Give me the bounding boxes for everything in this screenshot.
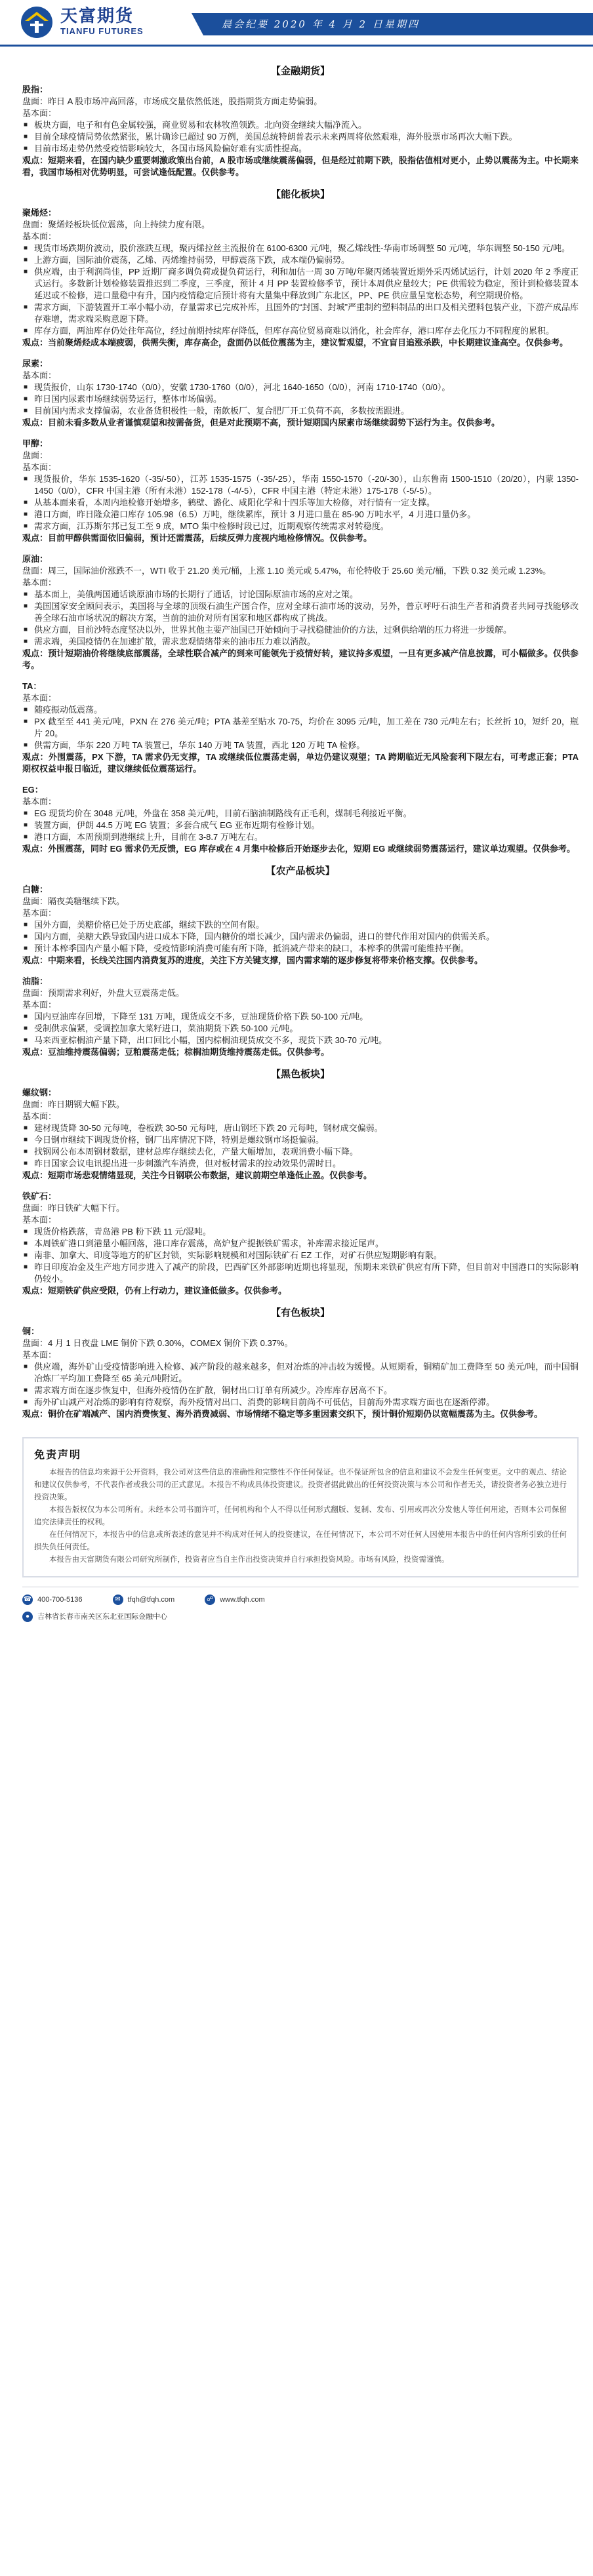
fundamentals-list bbox=[22, 1122, 579, 1170]
fundamentals-list bbox=[22, 473, 579, 532]
footer-email[interactable] bbox=[113, 1594, 175, 1606]
fundamentals-item: ■ 基本面上，美俄两国通话谈原油市场的长期行了通话，讨论国际原油市场的应对之策。 bbox=[22, 589, 579, 601]
fundamentals-item: ■ 目前全球疫情局势依然紧张，累计确诊已超过 90 万例，美国总统特朗普表示未来两周将依然艰难，海外股票市场再次大幅下跌。 bbox=[22, 131, 579, 143]
commodity-name: 铜： bbox=[22, 1326, 40, 1336]
fundamentals-item: ■ 现货市场跌期价波动，股价涨跌互现，聚丙烯拉丝主流报价在 6100-6300 元/吨，聚乙烯线性-华南市场调整 50 元/吨，华东调整 50-150 元/吨。 bbox=[22, 243, 579, 254]
fundamentals-list bbox=[22, 704, 579, 751]
outlook-label: 观点： bbox=[22, 418, 49, 427]
fundamentals-item: ■ 供需方面，华东 220 万吨 TA 装置已，华东 140 万吨 TA 装置，西北 120 万吨 TA 检修。 bbox=[22, 740, 579, 751]
footer-address-text: 吉林省长春市南关区东北亚国际金融中心 bbox=[37, 1613, 167, 1621]
market-label: 盘面： bbox=[22, 450, 49, 460]
fundamentals-item: ■ 目前市场走势仍然受疫情影响较大，各国市场风险偏好难有实质性提高。 bbox=[22, 143, 579, 155]
outlook-label: 观点： bbox=[22, 844, 49, 854]
fundamentals-item: ■ 装置方面，伊朗 44.5 万吨 EG 装置；多套合成气 EG 亚布近期有检修计划。 bbox=[22, 820, 579, 831]
market-label: 盘面： bbox=[22, 566, 49, 576]
commodity-block bbox=[22, 358, 579, 429]
fundamentals-label: 基本面： bbox=[22, 908, 57, 918]
outlook-text: 中期来看，长线关注国内消费复苏的进度，关注下方关键支撑，国内需求端的逐步修复将带来价格支撑。仅供参考。 bbox=[48, 955, 483, 965]
market-label: 盘面： bbox=[22, 96, 49, 106]
outlook-text: 短期来看，在国内缺少重要刺激政策出台前，A 股市场或继续震荡偏弱，但是经过前期下跌，股指估值相对更小，止势以震荡为主。中长期来看，我国市场相对优势明显，可尝试逢低配置。仅供参考。 bbox=[22, 155, 579, 177]
outlook-label: 观点： bbox=[22, 1047, 49, 1057]
fundamentals-item: ■ 现货价格跌落，青岛港 PB 粉下跌 11 元/湿吨。 bbox=[22, 1226, 579, 1238]
outlook-summary bbox=[22, 955, 579, 966]
fundamentals-label: 基本面： bbox=[22, 108, 57, 118]
commodity-block bbox=[22, 784, 579, 855]
disclaimer-paragraph: 本报告由天富期货有限公司研究所制作，投资者应当自主作出投资决策并自行承担投资风险。市场有风险，投资需谨慎。 bbox=[49, 1555, 449, 1564]
fundamentals-item: ■ 上游方面，国际油价震荡，乙烯、丙烯维持弱势，甲醇震荡下跌，成本端仍偏弱势。 bbox=[22, 254, 579, 266]
footer-address-row bbox=[22, 1611, 579, 1623]
fundamentals-item: ■ 库存方面，两油库存仍处往年高位，经过前期持续库存降低，但库存高位贸易商难以消化，社会库存，港口库存去化压力不同程度的累积。 bbox=[22, 325, 579, 337]
fundamentals-item: ■ 国外方面，美糖价格已处于历史底部，继续下跌的空间有限。 bbox=[22, 919, 579, 931]
footer-phone bbox=[22, 1594, 83, 1606]
commodity-name: TA： bbox=[22, 681, 42, 691]
fundamentals-label: 基本面： bbox=[22, 797, 57, 806]
logo-wordmark bbox=[60, 7, 144, 37]
outlook-text: 豆油维持震荡偏弱；豆粕震荡走低；棕榈油期货维持震荡走低。仅供参考。 bbox=[48, 1047, 330, 1057]
footer-phone-text: 400-700-5136 bbox=[37, 1596, 83, 1604]
fundamentals-label: 基本面： bbox=[22, 578, 57, 587]
fundamentals-item: ■ 现货报价，山东 1730-1740（0/0），安徽 1730-1760（0/0），河北 1640-1650（0/0），河南 1710-1740（0/0）。 bbox=[22, 382, 579, 393]
globe-icon: ☍ bbox=[205, 1595, 215, 1605]
fundamentals-list bbox=[22, 1011, 579, 1046]
fundamentals-list bbox=[22, 243, 579, 337]
outlook-summary bbox=[22, 1046, 579, 1058]
market-summary bbox=[22, 565, 579, 577]
fundamentals-item: ■ 受制供求偏紧，受调控加拿大菜籽进口，菜油期货下跌 50-100 元/吨。 bbox=[22, 1023, 579, 1035]
market-label: 盘面： bbox=[22, 988, 49, 998]
outlook-text: 目前甲醇供需面依旧偏弱，预计还需震荡，后续反弹力度视内地检修情况。仅供参考。 bbox=[48, 533, 373, 543]
market-summary bbox=[22, 96, 579, 108]
footer-website-text[interactable]: www.tfqh.com bbox=[220, 1596, 265, 1604]
commodity-name: 铁矿石： bbox=[22, 1191, 57, 1201]
outlook-text: 短期市场悲观情绪显现，关注今日钢联公布数据，建议前期空单逢低止盈。仅供参考。 bbox=[48, 1170, 373, 1180]
commodity-name: 甲醇： bbox=[22, 439, 49, 448]
outlook-text: 外围震荡，同时 EG 需求仍无反馈，EG 库存或在 4 月集中检修后开始逐步去化，短期 EG 或继续弱势震荡运行，建议单边观望。仅供参考。 bbox=[48, 844, 575, 854]
commodity-block bbox=[22, 1191, 579, 1297]
outlook-text: 铜价在矿端减产、国内消费恢复、海外消费减弱、市场情绪不稳定等多重因素交织下，预计铜价短期仍以宽幅震荡为主。仅供参考。 bbox=[48, 1409, 543, 1419]
report-date-banner: 晨会纪要 2020 年 4 月 2 日星期四 bbox=[203, 13, 593, 35]
market-label: 盘面： bbox=[22, 1203, 49, 1213]
fundamentals-item: ■ 供应方面，目前沙特态度坚决以外，世界其他主要产油国已开始倾向于寻找稳健油价的方法，过剩供给端的压力将进一步缓解。 bbox=[22, 624, 579, 636]
fundamentals-item: ■ 需求方面，下游装置开工率小幅小动，存量需求已完成补库，且国外的“封国、封城”严重制约塑料制品的出口及相关塑料包装产业，下游产成品库存难增，需求端采购意愿下降。 bbox=[22, 302, 579, 325]
report-header bbox=[0, 0, 593, 60]
outlook-label: 观点： bbox=[22, 1409, 49, 1419]
fundamentals-list bbox=[22, 1226, 579, 1285]
section-title: 【有色板块】 bbox=[270, 1307, 330, 1318]
disclaimer-paragraph: 在任何情况下，本报告中的信息或所表述的意见并不构成对任何人的投资建议，在任何情况下，本公司不对任何人因使用本报告中的任何内容所引致的任何损失负任何责任。 bbox=[34, 1530, 567, 1551]
fundamentals-item: ■ 今日钢市继续下调现货价格，钢厂出库情况下降，特别是螺纹钢市场挺偏弱。 bbox=[22, 1134, 579, 1146]
outlook-text: 目前未看多数从业者谨慎观望和按需备货，但是对此预期不高，预计短期国内尿素市场继续弱势下运行为主。仅供参考。 bbox=[48, 418, 501, 427]
outlook-summary bbox=[22, 417, 579, 429]
commodity-block bbox=[22, 84, 579, 178]
outlook-summary bbox=[22, 1285, 579, 1297]
commodity-name: 股指： bbox=[22, 85, 49, 94]
outlook-summary bbox=[22, 751, 579, 775]
outlook-summary bbox=[22, 155, 579, 178]
fundamentals-item: ■ 建材现货降 30-50 元每吨，卷板跌 30-50 元每吨，唐山钢坯下跌 20 元每吨，钢材成交偏弱。 bbox=[22, 1122, 579, 1134]
outlook-summary bbox=[22, 337, 579, 349]
fundamentals-item: ■ 需求端，美国疫情仍在加速扩散，需求悲观情绪带来的油市压力难以消散。 bbox=[22, 636, 579, 648]
outlook-label: 观点： bbox=[22, 533, 49, 543]
section-title: 【黑色板块】 bbox=[270, 1069, 330, 1080]
fundamentals-list bbox=[22, 919, 579, 955]
outlook-summary bbox=[22, 1170, 579, 1181]
disclaimer-paragraph: 本报告版权仅为本公司所有。未经本公司书面许可，任何机构和个人不得以任何形式翻版、复制、发布、引用或再次分发他人等任何用途，否则本公司保留追究法律责任的权利。 bbox=[34, 1505, 567, 1526]
fundamentals-item: ■ 国内方面，美糖大跌导致国内进口成本下降，国内糖价的增长减少，国内需求仍偏弱，进口的替代作用对国内的供需关系。 bbox=[22, 931, 579, 943]
fundamentals-label: 基本面： bbox=[22, 693, 57, 703]
fundamentals-label: 基本面： bbox=[22, 1111, 57, 1121]
market-summary bbox=[22, 219, 579, 231]
outlook-summary bbox=[22, 532, 579, 544]
fundamentals-item: ■ 从基本面来看，本周内地检修开始增多，鹤壁、潞化、咸阳化学和十四乐等加大检修，对行情有一定支撑。 bbox=[22, 497, 579, 509]
fundamentals-item: ■ 昨日国家会议电讯提出进一步刺激汽车消费，但对板材需求的拉动效果仍需时日。 bbox=[22, 1158, 579, 1170]
fundamentals-item: ■ 预计本榨季国内产量小幅下降，受疫情影响消费可能有所下降，抵消减产带来的缺口，本榨季的供需可能维持平衡。 bbox=[22, 943, 579, 955]
market-summary bbox=[22, 1202, 579, 1214]
outlook-text: 短期铁矿供应受限，仍有上行动力，建议逢低做多。仅供参考。 bbox=[48, 1286, 287, 1296]
commodity-name: 螺纹钢： bbox=[22, 1088, 57, 1098]
logo-chinese-name: 天富期货 bbox=[60, 7, 134, 26]
fundamentals-item: ■ 港口方面，本周预期到港继续上升，目前在 3-8.7 万吨左右。 bbox=[22, 831, 579, 843]
fundamentals-item: ■ EG 现货均价在 3048 元/吨，外盘在 358 美元/吨，目前石脑油制路线有正毛利，煤制毛利接近平衡。 bbox=[22, 808, 579, 820]
email-icon: ✉ bbox=[113, 1595, 123, 1605]
outlook-label: 观点： bbox=[22, 1170, 49, 1180]
outlook-label: 观点： bbox=[22, 648, 49, 658]
fundamentals-label: 基本面： bbox=[22, 462, 57, 472]
fundamentals-item: ■ 美国国家安全顾问表示，美国将与全球的顶级石油生产国合作，应对全球石油市场的波动，另外，普京呼吁石油生产者和消费者共同寻找能够改善全球石油市场状况的解决方案，当前的油价对所有国家和地区都构成了挑战。 bbox=[22, 601, 579, 624]
section-title: 【能化板块】 bbox=[270, 189, 330, 200]
commodity-block bbox=[22, 1087, 579, 1181]
commodity-block bbox=[22, 207, 579, 349]
disclaimer-box bbox=[22, 1437, 579, 1577]
phone-icon: ☎ bbox=[22, 1595, 33, 1605]
market-summary bbox=[22, 896, 579, 907]
commodity-block bbox=[22, 438, 579, 544]
commodity-name: 聚烯烃： bbox=[22, 208, 57, 218]
market-summary bbox=[22, 987, 579, 999]
market-text: 聚烯烃板块低位震荡，向上持续力度有限。 bbox=[48, 220, 211, 229]
outlook-summary bbox=[22, 648, 579, 671]
fundamentals-item: ■ 供应端，海外矿山受疫情影响进入检修、减产阶段的越来越多，但对冶炼的冲击较为缓慢。从短期看，铜精矿加工费降至 50 美元/吨，而中国铜冶炼厂平均加工费降至 65 美元/吨附近。 bbox=[22, 1361, 579, 1385]
outlook-summary bbox=[22, 1408, 579, 1420]
fundamentals-item: ■ 需求端方面在逐步恢复中，但海外疫情仍在扩散，铜材出口订单有所减少。冷库库存居高不下。 bbox=[22, 1385, 579, 1397]
footer-contact-row bbox=[22, 1594, 579, 1606]
fundamentals-item: ■ 国内豆油库存回增，下降至 131 万吨，现货成交不多，豆油现货价格下跌 50-100 元/吨。 bbox=[22, 1011, 579, 1023]
market-text: 隔夜美糖继续下跌。 bbox=[48, 896, 125, 906]
report-footer bbox=[22, 1587, 579, 1639]
fundamentals-list bbox=[22, 119, 579, 155]
fundamentals-label: 基本面： bbox=[22, 1215, 57, 1225]
fundamentals-item: ■ 随疫振动低震荡。 bbox=[22, 704, 579, 716]
footer-email-text[interactable]: tfqh@tfqh.com bbox=[127, 1596, 175, 1604]
fundamentals-list bbox=[22, 808, 579, 843]
section-title: 【农产品板块】 bbox=[266, 865, 335, 877]
fundamentals-item: ■ 南非、加拿大、印度等地方的矿区封锁，实际影响规模和对国际铁矿石 EZ 工作，对矿石供应短期影响有限。 bbox=[22, 1250, 579, 1261]
commodity-name: 原油： bbox=[22, 554, 49, 564]
commodity-block bbox=[22, 681, 579, 775]
commodity-block bbox=[22, 1326, 579, 1420]
location-pin-icon: ● bbox=[22, 1612, 33, 1622]
commodity-block bbox=[22, 884, 579, 966]
commodity-name: EG： bbox=[22, 785, 43, 795]
outlook-label: 观点： bbox=[22, 752, 49, 762]
outlook-summary bbox=[22, 843, 579, 855]
market-summary bbox=[22, 1099, 579, 1111]
fundamentals-item: ■ 昨日国内尿素市场继续弱势运行，整体市场偏弱。 bbox=[22, 393, 579, 405]
fundamentals-item: ■ 昨日印度冶金及生产地方同步进入了减产的阶段，巴西矿区外部影响近期也将显现，预期未来铁矿供应有所下降，但目前对中国港口的实际影响仍较小。 bbox=[22, 1261, 579, 1285]
fundamentals-label: 基本面： bbox=[22, 231, 57, 241]
outlook-label: 观点： bbox=[22, 338, 49, 347]
tianfu-logo-icon bbox=[17, 5, 56, 39]
footer-website[interactable] bbox=[205, 1594, 264, 1606]
outlook-text: 当前聚烯烃成本端疲弱，供需失衡，库存高企，盘面仍以低位震荡为主，建议暂观望，不宜盲目追涨杀跌，中长期建议逢高空。仅供参考。 bbox=[48, 338, 569, 347]
section-title: 【金融期货】 bbox=[270, 66, 330, 77]
fundamentals-label: 基本面： bbox=[22, 1000, 57, 1010]
footer-address bbox=[22, 1611, 167, 1623]
fundamentals-label: 基本面： bbox=[22, 1350, 57, 1360]
outlook-text: 预计短期油价将继续底部震荡，全球性联合减产的到来可能领先于疫情好转，建议持多观望，一旦有更多减产信息披露，可小幅做多。仅供参考。 bbox=[22, 648, 579, 670]
fundamentals-item: ■ 需求方面，江苏斯尔邦已复工至 9 成，MTO 集中检修时段已过，近期观察传统需求对转稳度。 bbox=[22, 521, 579, 532]
outlook-label: 观点： bbox=[22, 1286, 49, 1296]
market-text: 昨日期钢大幅下跌。 bbox=[48, 1100, 125, 1109]
market-text: 周三，国际油价涨跌不一，WTI 收于 21.20 美元/桶，上涨 1.10 美元或 5.47%，布伦特收于 25.60 美元/桶，下跌 0.32 美元或 1.23%。 bbox=[48, 566, 552, 576]
fundamentals-label: 基本面： bbox=[22, 370, 57, 380]
commodity-block bbox=[22, 553, 579, 671]
market-label: 盘面： bbox=[22, 1100, 49, 1109]
fundamentals-item: ■ 马来西亚棕榈油产量下降，出口回比小幅，国内棕榈油现货成交不多，现货下跌 30-70 元/吨。 bbox=[22, 1035, 579, 1046]
fundamentals-item: ■ 海外矿山减产对冶炼的影响有待观察，海外疫情对出口、消费的影响目前尚不可低估，目前海外需求端方面也在逐渐停滞。 bbox=[22, 1397, 579, 1408]
market-summary bbox=[22, 1338, 579, 1349]
logo-english-name: TIANFU FUTURES bbox=[60, 26, 144, 36]
market-text: 昨日铁矿大幅下行。 bbox=[48, 1203, 125, 1213]
market-label: 盘面： bbox=[22, 896, 49, 906]
disclaimer-title: 免责声明 bbox=[34, 1448, 82, 1461]
commodity-name: 白糖： bbox=[22, 884, 49, 894]
market-label: 盘面： bbox=[22, 1338, 49, 1348]
fundamentals-item: ■ 找钢网公布本周钢材数据，建材总库存继续去化，产量大幅增加，表观消费小幅下降。 bbox=[22, 1146, 579, 1158]
fundamentals-list bbox=[22, 382, 579, 417]
outlook-label: 观点： bbox=[22, 155, 49, 165]
disclaimer-paragraph: 本报告的信息均来源于公开资料，我公司对这些信息的准确性和完整性不作任何保证。也不保证所包含的信息和建议不会发生任何变更。文中的观点、结论和建议仅供参考，不代表作者或我公司的正式意见。本报告不构成具体投资建议。投资者据此做出的任何投资决策与本公司和作者无关，请投资者务必独立进行投资决策。 bbox=[34, 1467, 567, 1501]
fundamentals-list bbox=[22, 1361, 579, 1408]
header-divider bbox=[0, 45, 593, 47]
market-text: 预期需求利好，外盘大豆震荡走低。 bbox=[48, 988, 185, 998]
market-label: 盘面： bbox=[22, 220, 49, 229]
market-text: 4 月 1 日夜盘 LME 铜价下跌 0.30%，COMEX 铜价下跌 0.37%。 bbox=[48, 1338, 293, 1348]
fundamentals-item: ■ 板块方面，电子和有色金属较强，商业贸易和农林牧渔领跌。北向资金继续大幅净流入。 bbox=[22, 119, 579, 131]
market-summary bbox=[22, 450, 579, 462]
fundamentals-item: ■ 供应端，由于利润尚佳，PP 近期厂商多调负荷或提负荷运行，利和加估一周 30 万吨/年聚丙烯装置近期外采丙烯试运行，计划 2020 年 2 季度正式运行。多数新计划检修装置推迟到二季度，三季度，预计 4 月 PP 装置检修季节，预计本周供应量较大；PE 供需较为稳定，预计到检修装置本延迟或不检修，进口量稳中有升，国内疫情稳定后预计将有大量集中释放到广东北区，PP、PE 供应量呈宽松态势，利空期现价格。 bbox=[22, 266, 579, 302]
commodity-name: 尿素： bbox=[22, 359, 49, 368]
commodity-name: 油脂： bbox=[22, 976, 49, 986]
outlook-label: 观点： bbox=[22, 955, 49, 965]
fundamentals-item: ■ 港口方面，昨日隆众港口库存 105.98（6.5）万吨，继续累库，预计 3 月进口量在 85-90 万吨水平，4 月进口量仍多。 bbox=[22, 509, 579, 521]
fundamentals-item: ■ 目前国内需求支撑偏弱，农业备货积极性一般，南飲板厂、复合肥厂开工负荷不高，多数按需跟进。 bbox=[22, 405, 579, 417]
fundamentals-list bbox=[22, 589, 579, 648]
outlook-text: 外围震荡，PX 下游，TA 需求仍无支撑，TA 或继续低位震荡走弱，单边仍建议观望；TA 跨期临近无风险套利下限左右，可考虑正套；PTA 期权权益申报日临近，建议继续低位震荡运行。 bbox=[22, 752, 579, 774]
fundamentals-item: ■ 现货报价，华东 1535-1620（-35/-50），江苏 1535-1575（-35/-25），华南 1550-1570（-20/-30），山东鲁南 1500-1510（20/20），内蒙 1350-1450（0/0），CFR 中国主港（所有未港）152-178（-4/-5），CFR 中国主港（特定未港）175-178（-5/-5）。 bbox=[22, 473, 579, 497]
fundamentals-item: ■ PX 截至至 441 美元/吨，PXN 在 276 美元/吨；PTA 基差至贴水 70-75，均价在 3095 元/吨，加工差在 730 元/吨左右；长丝折 10，短纤 20，瓶片 20。 bbox=[22, 716, 579, 740]
commodity-block bbox=[22, 976, 579, 1058]
report-body bbox=[0, 64, 593, 1420]
market-text: 昨日 A 股市场冲高回落，市场成交量依然低迷，股指期货方面走势偏弱。 bbox=[48, 96, 323, 106]
fundamentals-item: ■ 本周铁矿港口到港量小幅回落，港口库存震荡，高炉复产提振铁矿需求，补库需求接近尾声。 bbox=[22, 1238, 579, 1250]
